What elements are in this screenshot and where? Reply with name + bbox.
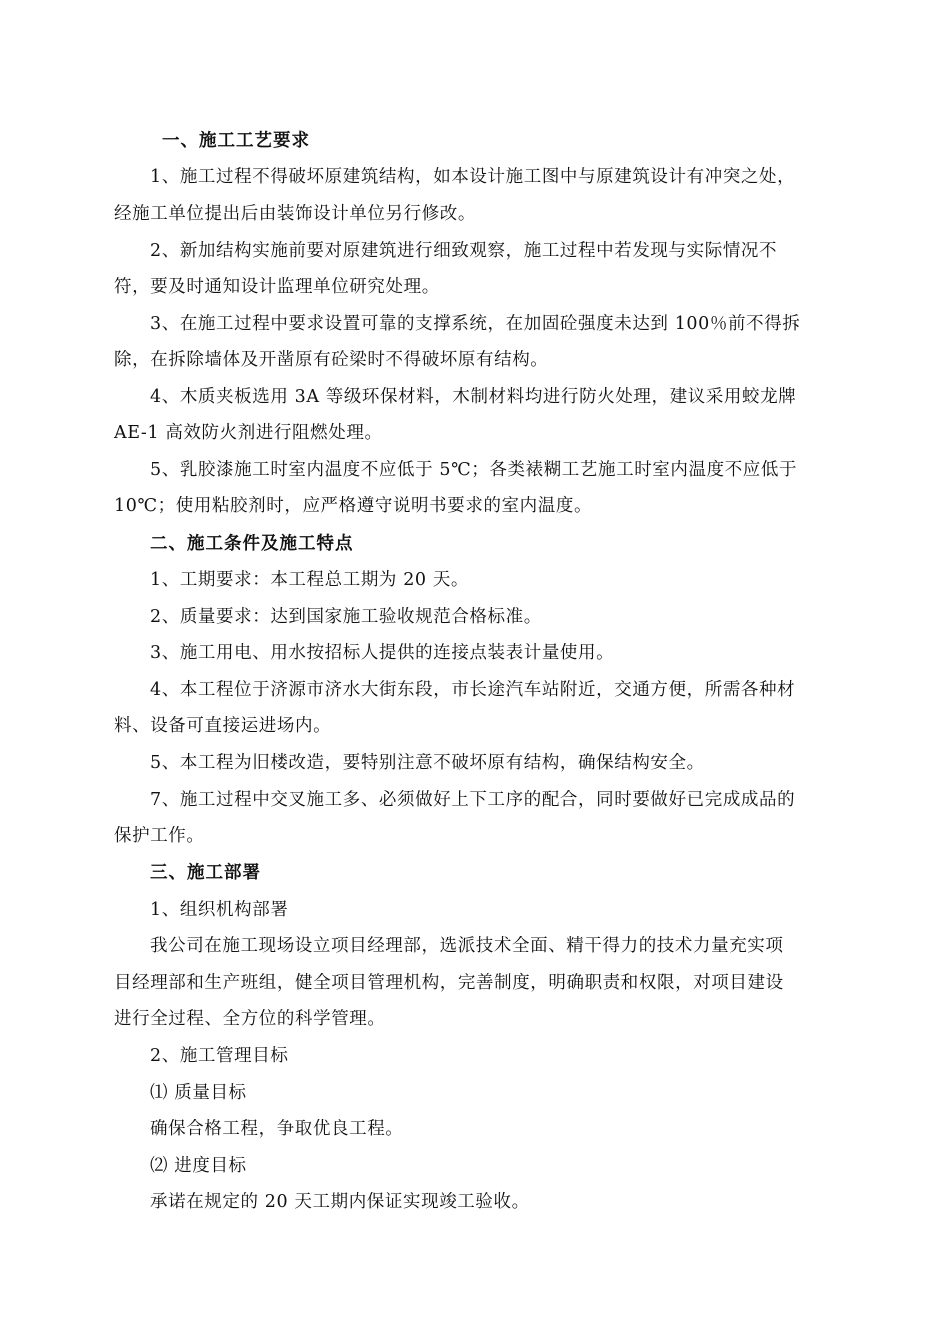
section-heading-1: 一、施工工艺要求 — [162, 131, 310, 151]
goal-label: ⑴ 质量目标 — [150, 1083, 247, 1103]
paragraph-line: 5、本工程为旧楼改造，要特别注意不破坏原有结构，确保结构安全。 — [150, 753, 705, 773]
paragraph-line: 1、施工过程不得破坏原建筑结构，如本设计施工图中与原建筑设计有冲突之处， — [150, 167, 796, 187]
section-heading-2: 二、施工条件及施工特点 — [150, 534, 354, 554]
paragraph-line: 进行全过程、全方位的科学管理。 — [114, 1009, 386, 1029]
paragraph-line: 7、施工过程中交叉施工多、必须做好上下工序的配合，同时要做好已完成成品的 — [150, 790, 796, 810]
paragraph-line: 10℃；使用粘胶剂时，应严格遵守说明书要求的室内温度。 — [114, 496, 593, 516]
paragraph-line: 料、设备可直接运进场内。 — [114, 716, 332, 736]
goal-label: ⑵ 进度目标 — [150, 1156, 247, 1176]
paragraph-line: 1、工期要求：本工程总工期为 20 天。 — [150, 570, 470, 590]
paragraph-line: 符，要及时通知设计监理单位研究处理。 — [114, 277, 440, 297]
paragraph-line: 经施工单位提出后由装饰设计单位另行修改。 — [114, 204, 476, 224]
paragraph-line: 目经理部和生产班组，健全项目管理机构，完善制度，明确职责和权限，对项目建设 — [114, 973, 784, 993]
paragraph-line: 4、本工程位于济源市济水大街东段，市长途汽车站附近，交通方便，所需各种材 — [150, 680, 796, 700]
paragraph-line: 3、在施工过程中要求设置可靠的支撑系统，在加固砼强度未达到 100％前不得拆 — [150, 314, 801, 334]
paragraph-line: 除，在拆除墙体及开凿原有砼梁时不得破坏原有结构。 — [114, 350, 549, 370]
paragraph-line: 确保合格工程，争取优良工程。 — [150, 1119, 404, 1139]
section-heading-3: 三、施工部署 — [150, 863, 261, 883]
paragraph-line: AE-1 高效防火剂进行阻燃处理。 — [114, 423, 383, 443]
paragraph-line: 2、质量要求：达到国家施工验收规范合格标准。 — [150, 607, 542, 627]
paragraph-line: 我公司在施工现场设立项目经理部，选派技术全面、精干得力的技术力量充实项 — [150, 936, 784, 956]
paragraph-line: 3、施工用电、用水按招标人提供的连接点装表计量使用。 — [150, 643, 615, 663]
paragraph-line: 4、木质夹板选用 3A 等级环保材料，木制材料均进行防火处理，建议采用蛟龙牌 — [150, 387, 797, 407]
paragraph-line: 2、新加结构实施前要对原建筑进行细致观察，施工过程中若发现与实际情况不 — [150, 241, 778, 261]
subheading: 1、组织机构部署 — [150, 900, 289, 920]
paragraph-line: 承诺在规定的 20 天工期内保证实现竣工验收。 — [150, 1192, 530, 1212]
paragraph-line: 保护工作。 — [114, 826, 205, 846]
paragraph-line: 5、乳胶漆施工时室内温度不应低于 5℃；各类裱糊工艺施工时室内温度不应低于 — [150, 460, 798, 480]
subheading: 2、施工管理目标 — [150, 1046, 289, 1066]
